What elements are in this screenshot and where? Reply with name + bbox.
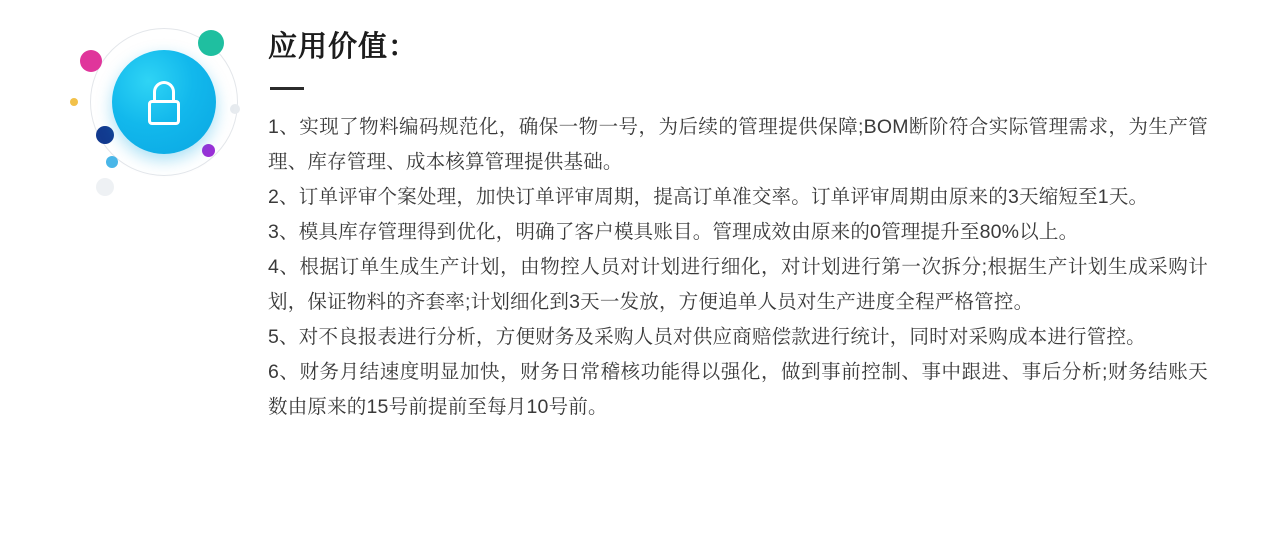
value-paragraph: 1、实现了物料编码规范化，确保一物一号，为后续的管理提供保障;BOM断阶符合实际管理需求，为生产管理、库存管理、成本核算管理提供基础。 — [268, 115, 1208, 173]
lock-body — [148, 100, 180, 125]
value-paragraph: 3、模具库存管理得到优化，明确了客户模具账目。管理成效由原来的0管理提升至80%以上。 — [268, 220, 1079, 243]
decorative-dot-teal — [198, 30, 224, 56]
value-paragraph: 5、对不良报表进行分析，方便财务及采购人员对供应商赔偿款进行统计，同时对采购成本进行管控。 — [268, 325, 1146, 348]
decorative-dot-light — [96, 178, 114, 196]
decorative-dot-pink — [80, 50, 102, 72]
lock-illustration — [62, 8, 262, 193]
value-paragraph: 4、根据订单生成生产计划，由物控人员对计划进行细化，对计划进行第一次拆分;根据生产计划生成采购计划，保证物料的齐套率;计划细化到3天一发放，方便追单人员对生产进度全程严格管控。 — [268, 255, 1208, 313]
lock-icon — [112, 50, 216, 154]
decorative-dot-navy — [96, 126, 114, 144]
content-column — [268, 30, 1208, 425]
decorative-dot-yellow — [70, 98, 78, 106]
value-paragraph: 2、订单评审个案处理，加快订单评审周期，提高订单准交率。订单评审周期由原来的3天缩短至1天。 — [268, 185, 1149, 208]
title-divider — [270, 87, 304, 90]
lock-glyph — [144, 79, 184, 125]
decorative-dot-blue — [106, 156, 118, 168]
value-paragraph-list — [268, 110, 1208, 425]
page-title: 应用价值： — [268, 31, 419, 63]
decorative-dot-grey — [230, 104, 240, 114]
value-paragraph: 6、财务月结速度明显加快，财务日常稽核功能得以强化，做到事前控制、事中跟进、事后分析;财务结账天数由原来的15号前提前至每月10号前。 — [268, 360, 1208, 418]
decorative-dot-violet — [202, 144, 215, 157]
